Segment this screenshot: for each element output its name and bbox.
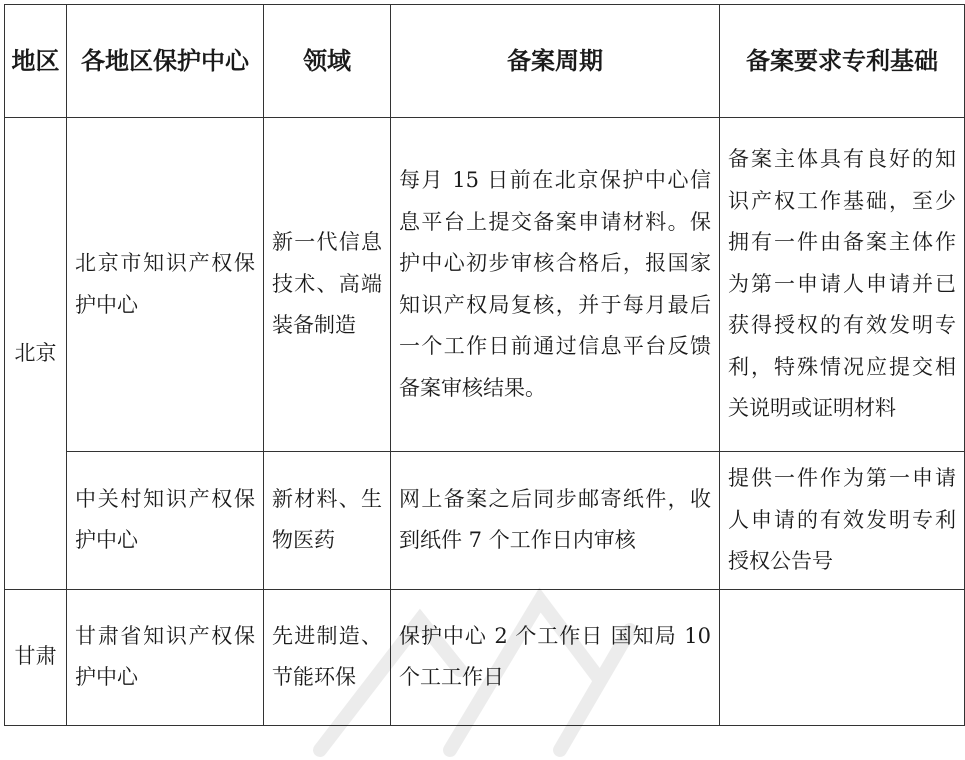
region-cell: 北京 — [5, 118, 67, 590]
header-cycle: 备案周期 — [391, 5, 720, 118]
table-row — [5, 118, 965, 452]
center-cell: 中关村知识产权保护中心 — [67, 452, 264, 590]
header-field: 领域 — [264, 5, 391, 118]
center-cell: 甘肃省知识产权保护中心 — [67, 589, 264, 725]
cycle-cell: 网上备案之后同步邮寄纸件，收到纸件 7 个工作日内审核 — [391, 452, 720, 590]
field-cell: 新材料、生物医药 — [264, 452, 391, 590]
region-cell: 甘肃 — [5, 589, 67, 725]
header-region: 地区 — [5, 5, 67, 118]
table-row — [5, 452, 965, 590]
filing-table — [4, 4, 965, 726]
table-row — [5, 589, 965, 725]
header-row — [5, 5, 965, 118]
field-cell: 先进制造、节能环保 — [264, 589, 391, 725]
header-center: 各地区保护中心 — [67, 5, 264, 118]
requirement-cell: 备案主体具有良好的知识产权工作基础，至少拥有一件由备案主体作为第一申请人申请并已获得授权的有效发明专利，特殊情况应提交相关说明或证明材料 — [720, 118, 965, 452]
field-cell: 新一代信息技术、高端装备制造 — [264, 118, 391, 452]
requirement-cell: 提供一件作为第一申请人申请的有效发明专利授权公告号 — [720, 452, 965, 590]
center-cell: 北京市知识产权保护中心 — [67, 118, 264, 452]
cycle-cell: 每月 15 日前在北京保护中心信息平台上提交备案申请材料。保护中心初步审核合格后，报国家知识产权局复核，并于每月最后一个工作日前通过信息平台反馈备案审核结果。 — [391, 118, 720, 452]
requirement-cell — [720, 589, 965, 725]
header-requirement: 备案要求专利基础 — [720, 5, 965, 118]
cycle-cell: 保护中心 2 个工作日 国知局 10 个工工作日 — [391, 589, 720, 725]
